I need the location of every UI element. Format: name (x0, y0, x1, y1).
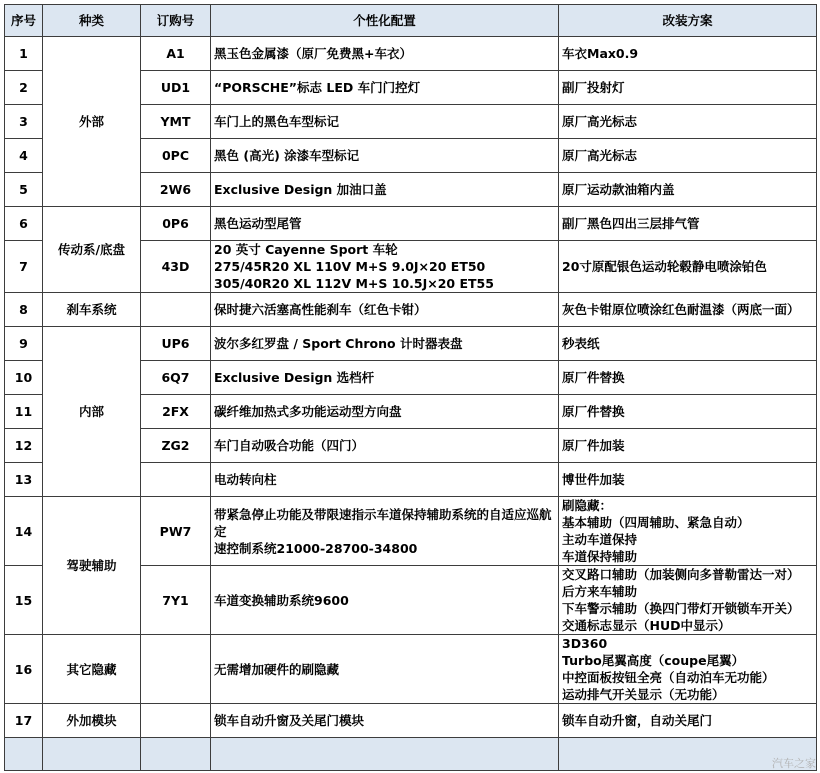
row-number: 6 (5, 207, 43, 241)
plan-cell (559, 361, 817, 395)
config-line: 电动转向柱 (214, 472, 277, 487)
modification-table (4, 4, 817, 771)
plan-line: 原厂运动款油箱内盖 (562, 182, 675, 197)
plan-line: 原厂高光标志 (562, 114, 638, 129)
row-number: 8 (5, 293, 43, 327)
order-code-cell: 2FX (141, 395, 211, 429)
row-number: 1 (5, 37, 43, 71)
plan-line: 基本辅助（四周辅助、紧急自动） (562, 515, 750, 530)
category-cell: 外加模块 (43, 704, 141, 738)
config-line: 锁车自动升窗及关尾门模块 (214, 713, 365, 728)
plan-line: 下车警示辅助（换四门带灯开锁锁车开关） (562, 601, 800, 616)
row-number: 4 (5, 139, 43, 173)
table-row (5, 497, 817, 566)
plan-cell (559, 463, 817, 497)
category-cell: 传动系/底盘 (43, 207, 141, 293)
order-code-cell (141, 293, 211, 327)
header-category: 种类 (43, 5, 141, 37)
plan-cell (559, 173, 817, 207)
plan-line: 秒表纸 (562, 336, 600, 351)
plan-line: 中控面板按钮全亮（自动泊车无功能） (562, 670, 775, 685)
config-cell (211, 139, 559, 173)
plan-line: 运动排气开关显示（无功能） (562, 687, 725, 702)
row-number: 16 (5, 635, 43, 704)
plan-cell (559, 566, 817, 635)
header-row (5, 5, 817, 37)
row-number: 9 (5, 327, 43, 361)
plan-line: 主动车道保持 (562, 532, 638, 547)
plan-cell (559, 105, 817, 139)
plan-line: 副厂黑色四出三层排气管 (562, 216, 700, 231)
plan-line: 原厂件替换 (562, 370, 625, 385)
plan-cell (559, 37, 817, 71)
order-code-cell: UP6 (141, 327, 211, 361)
plan-line: 副厂投射灯 (562, 80, 625, 95)
order-code-cell: UD1 (141, 71, 211, 105)
config-cell (211, 395, 559, 429)
footer-row (5, 738, 817, 771)
plan-cell (559, 207, 817, 241)
plan-line: 刷隐藏： (562, 498, 613, 513)
config-cell (211, 635, 559, 704)
row-number: 15 (5, 566, 43, 635)
category-cell: 内部 (43, 327, 141, 497)
config-cell (211, 429, 559, 463)
row-number: 13 (5, 463, 43, 497)
plan-line: 20寸原配银色运动轮毂静电喷涂铂色 (562, 259, 767, 274)
config-line: 黑色运动型尾管 (214, 216, 302, 231)
config-line: 20 英寸 Cayenne Sport 车轮 (214, 242, 398, 257)
order-code-cell: 2W6 (141, 173, 211, 207)
row-number: 12 (5, 429, 43, 463)
plan-line: 车衣Max0.9 (562, 46, 639, 61)
config-cell (211, 71, 559, 105)
row-number: 3 (5, 105, 43, 139)
table-row (5, 704, 817, 738)
config-cell (211, 105, 559, 139)
plan-cell (559, 327, 817, 361)
config-line: 车道变换辅助系统9600 (214, 592, 349, 608)
config-line: 车门自动吸合功能（四门） (214, 438, 365, 453)
config-line: 带紧急停止功能及带限速指示车道保持辅助系统的自适应巡航定 (214, 506, 552, 539)
category-cell: 驾驶辅助 (43, 497, 141, 635)
plan-line: Turbo尾翼高度（coupe尾翼） (562, 653, 745, 668)
order-code-cell: 7Y1 (141, 566, 211, 635)
order-code-cell: 43D (141, 241, 211, 293)
config-line: 黑色 (高光) 涂漆车型标记 (214, 148, 360, 163)
header-config: 个性化配置 (211, 5, 559, 37)
plan-cell (559, 635, 817, 704)
table-row (5, 293, 817, 327)
plan-line: 灰色卡钳原位喷涂红色耐温漆（两底一面） (562, 302, 800, 317)
config-cell (211, 463, 559, 497)
plan-cell (559, 71, 817, 105)
config-line: 保时捷六活塞高性能刹车（红色卡钳） (214, 302, 427, 317)
plan-cell (559, 395, 817, 429)
plan-line: 交叉路口辅助（加装侧向多普勒雷达一对） (562, 567, 800, 582)
table-row (5, 207, 817, 241)
order-code-cell: 6Q7 (141, 361, 211, 395)
config-line: 305/40R20 XL 112V M+S 10.5J×20 ET55 (214, 276, 494, 291)
config-line: 速控制系统21000-28700-34800 (214, 540, 418, 556)
order-code-cell: YMT (141, 105, 211, 139)
config-cell (211, 327, 559, 361)
table-row (5, 327, 817, 361)
header-order-code: 订购号 (141, 5, 211, 37)
config-line: Exclusive Design 加油口盖 (214, 182, 387, 197)
config-cell (211, 566, 559, 635)
row-number: 11 (5, 395, 43, 429)
config-cell (211, 241, 559, 293)
config-line: “PORSCHE”标志 LED 车门门控灯 (214, 80, 421, 95)
category-cell: 外部 (43, 37, 141, 207)
config-line: 275/45R20 XL 110V M+S 9.0J×20 ET50 (214, 259, 486, 274)
order-code-cell: 0P6 (141, 207, 211, 241)
row-number: 14 (5, 497, 43, 566)
row-number: 2 (5, 71, 43, 105)
config-cell (211, 361, 559, 395)
plan-line: 交通标志显示（HUD中显示） (562, 618, 731, 633)
plan-cell (559, 139, 817, 173)
header-num: 序号 (5, 5, 43, 37)
plan-line: 原厂件加装 (562, 438, 625, 453)
config-cell (211, 37, 559, 71)
order-code-cell (141, 704, 211, 738)
config-cell (211, 704, 559, 738)
order-code-cell (141, 635, 211, 704)
plan-cell (559, 497, 817, 566)
config-cell (211, 497, 559, 566)
plan-line: 博世件加装 (562, 472, 625, 487)
plan-line: 锁车自动升窗，自动关尾门 (562, 713, 713, 728)
row-number: 17 (5, 704, 43, 738)
plan-line: 车道保持辅助 (562, 549, 638, 564)
order-code-cell: 0PC (141, 139, 211, 173)
config-line: 车门上的黑色车型标记 (214, 114, 340, 129)
order-code-cell: ZG2 (141, 429, 211, 463)
watermark: 汽车之家 (772, 757, 816, 770)
table-row (5, 37, 817, 71)
plan-cell (559, 704, 817, 738)
order-code-cell: PW7 (141, 497, 211, 566)
config-line: 波尔多红罗盘 / Sport Chrono 计时器表盘 (214, 336, 463, 351)
row-number: 7 (5, 241, 43, 293)
config-line: 无需增加硬件的刷隐藏 (214, 661, 340, 677)
config-line: 碳纤维加热式多功能运动型方向盘 (214, 404, 402, 419)
plan-cell (559, 293, 817, 327)
order-code-cell (141, 463, 211, 497)
plan-line: 原厂件替换 (562, 404, 625, 419)
config-line: 黑玉色金属漆（原厂免费黑+车衣） (214, 46, 412, 61)
row-number: 5 (5, 173, 43, 207)
plan-cell (559, 429, 817, 463)
config-cell (211, 173, 559, 207)
plan-line: 3D360 (562, 636, 608, 651)
plan-line: 后方来车辅助 (562, 584, 638, 599)
category-cell: 刹车系统 (43, 293, 141, 327)
plan-line: 原厂高光标志 (562, 148, 638, 163)
header-plan: 改装方案 (559, 5, 817, 37)
row-number: 10 (5, 361, 43, 395)
config-cell (211, 207, 559, 241)
table-row (5, 635, 817, 704)
plan-cell (559, 241, 817, 293)
config-cell (211, 293, 559, 327)
category-cell: 其它隐藏 (43, 635, 141, 704)
config-line: Exclusive Design 选档杆 (214, 370, 375, 385)
order-code-cell: A1 (141, 37, 211, 71)
